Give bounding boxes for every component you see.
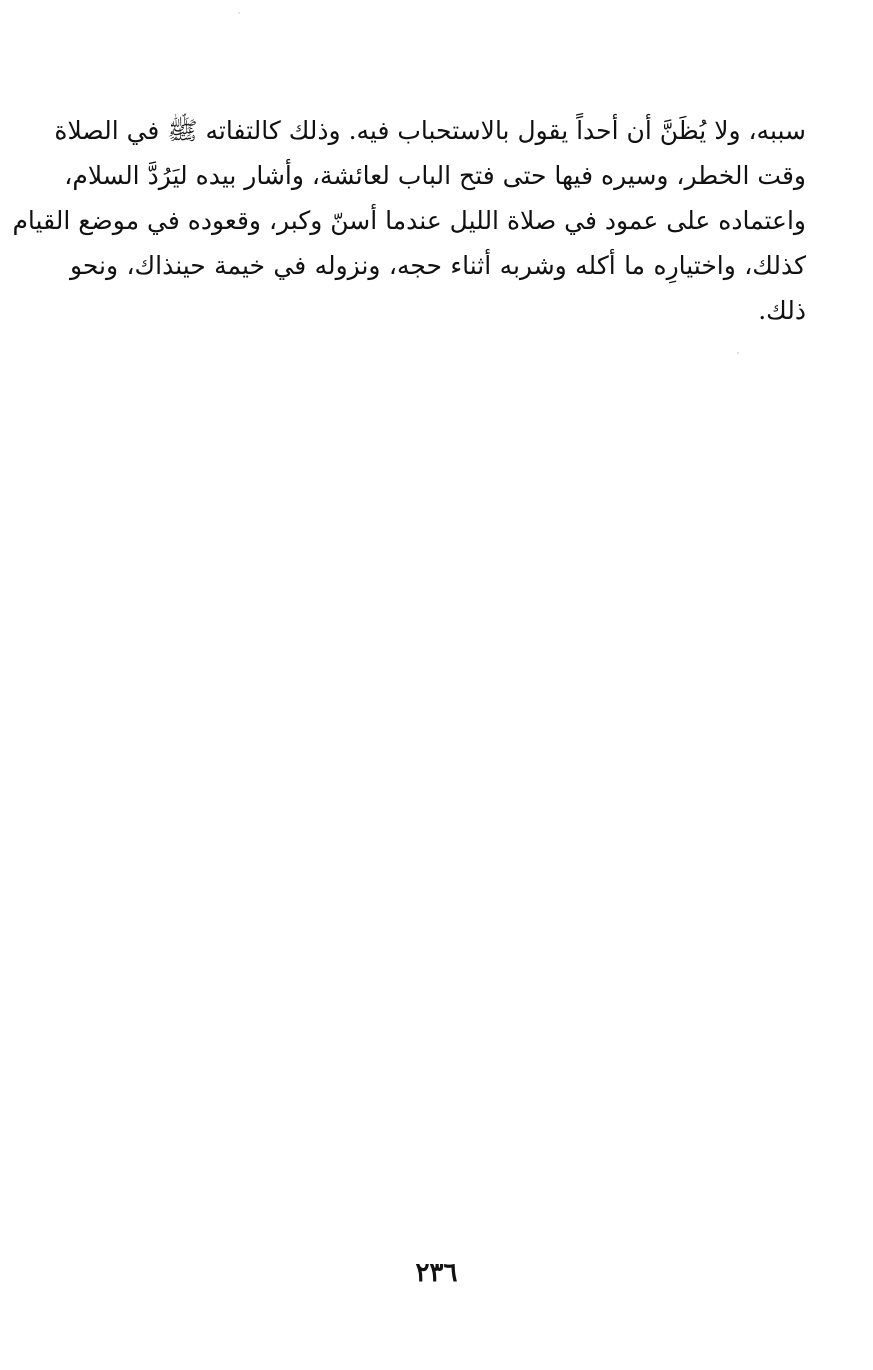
scan-speck (238, 12, 240, 14)
scan-speck (737, 352, 739, 354)
text-line-4: كذلك، واختيارِه ما أكله وشربه أثناء حجه، ونزوله في خيمة حينذاك، ونحو (70, 251, 806, 280)
text-line-3: واعتماده على عمود في صلاة الليل عندما أسنّ وكبر، وقعوده في موضع القيام (12, 206, 806, 235)
page-number: ٢٣٦ (415, 1258, 458, 1288)
text-line-1: سببه، ولا يُظَنَّ أن أحداً يقول بالاستحباب فيه. وذلك كالتفاته ﷺ في الصلاة (54, 116, 806, 145)
text-line-5: ذلك. (758, 296, 806, 325)
body-text (12, 108, 806, 333)
text-line-2: وقت الخطر، وسيره فيها حتى فتح الباب لعائشة، وأشار بيده ليَرُدَّ السلام، (64, 161, 806, 190)
